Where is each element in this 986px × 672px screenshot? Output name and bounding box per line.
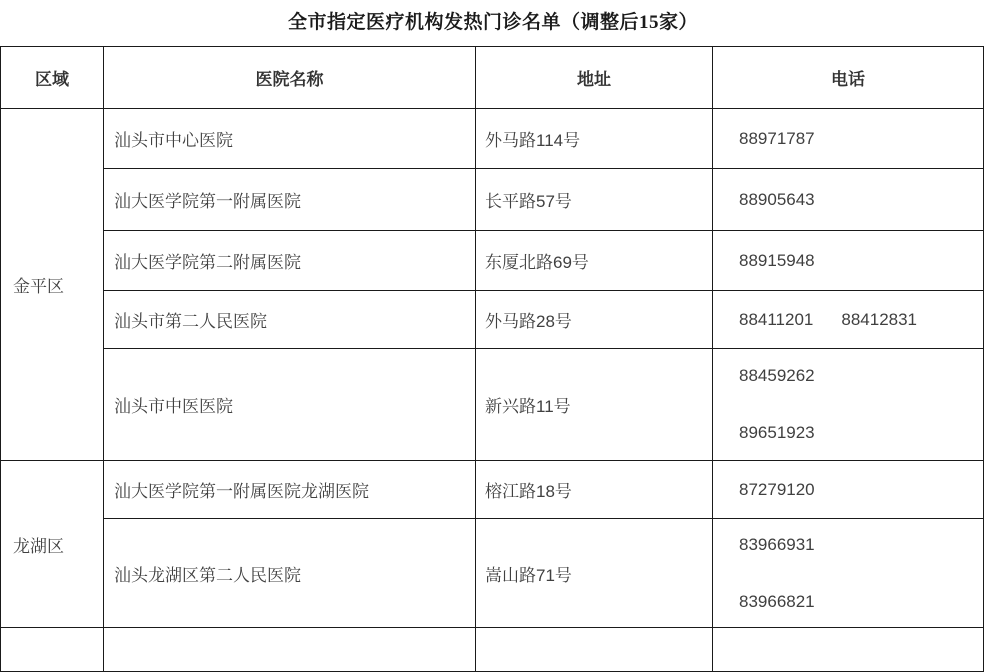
region-cell-longhu: 龙湖区 [1,461,104,628]
hospital-name-cell: 汕大医学院第二附属医院 [104,231,476,291]
region-cell [1,628,104,672]
address-cell: 外马路114号 [476,109,713,169]
hospital-name-cell: 汕头龙湖区第二人民医院 [104,519,476,628]
column-header-hospital: 医院名称 [104,47,476,109]
phone-cell: 88905643 [713,169,984,231]
hospital-name-cell: 汕大医学院第一附属医院龙湖医院 [104,461,476,519]
table-header-row [1,47,984,109]
phone-cell: 88915948 [713,231,984,291]
column-header-region: 区域 [1,47,104,109]
table-row [1,461,984,519]
address-cell: 嵩山路71号 [476,519,713,628]
address-cell: 新兴路11号 [476,349,713,461]
phone-cell: 87279120 [713,461,984,519]
table-row [1,519,984,628]
table-row [1,349,984,461]
hospital-name-cell [104,628,476,672]
table-row [1,291,984,349]
phone-cell [713,349,984,461]
page-title: 全市指定医疗机构发热门诊名单（调整后15家） [287,12,698,33]
phone-number: 88412831 [841,309,918,329]
address-cell [476,628,713,672]
phone-number: 88459262 [739,366,815,385]
address-cell: 榕江路18号 [476,461,713,519]
address-cell: 东厦北路69号 [476,231,713,291]
table-row-clipped [1,628,984,672]
phone-cell [713,519,984,628]
table-row [1,231,984,291]
table-row [1,109,984,169]
hospital-name-cell: 汕头市中医医院 [104,349,476,461]
phone-cell [713,291,984,349]
phone-number: 88411201 [739,309,814,329]
phone-cell: 88971787 [713,109,984,169]
column-header-address: 地址 [476,47,713,109]
column-header-phone: 电话 [713,47,984,109]
address-cell: 长平路57号 [476,169,713,231]
hospital-name-cell: 汕头市第二人民医院 [104,291,476,349]
hospital-name-cell: 汕头市中心医院 [104,109,476,169]
table-row [1,169,984,231]
fever-clinic-table [0,46,984,672]
phone-number: 83966821 [739,591,815,611]
hospital-name-cell: 汕大医学院第一附属医院 [104,169,476,231]
address-cell: 外马路28号 [476,291,713,349]
region-cell-jinping: 金平区 [1,109,104,461]
phone-cell [713,628,984,672]
phone-number: 83966931 [739,534,815,554]
phone-number: 89651923 [739,423,815,442]
